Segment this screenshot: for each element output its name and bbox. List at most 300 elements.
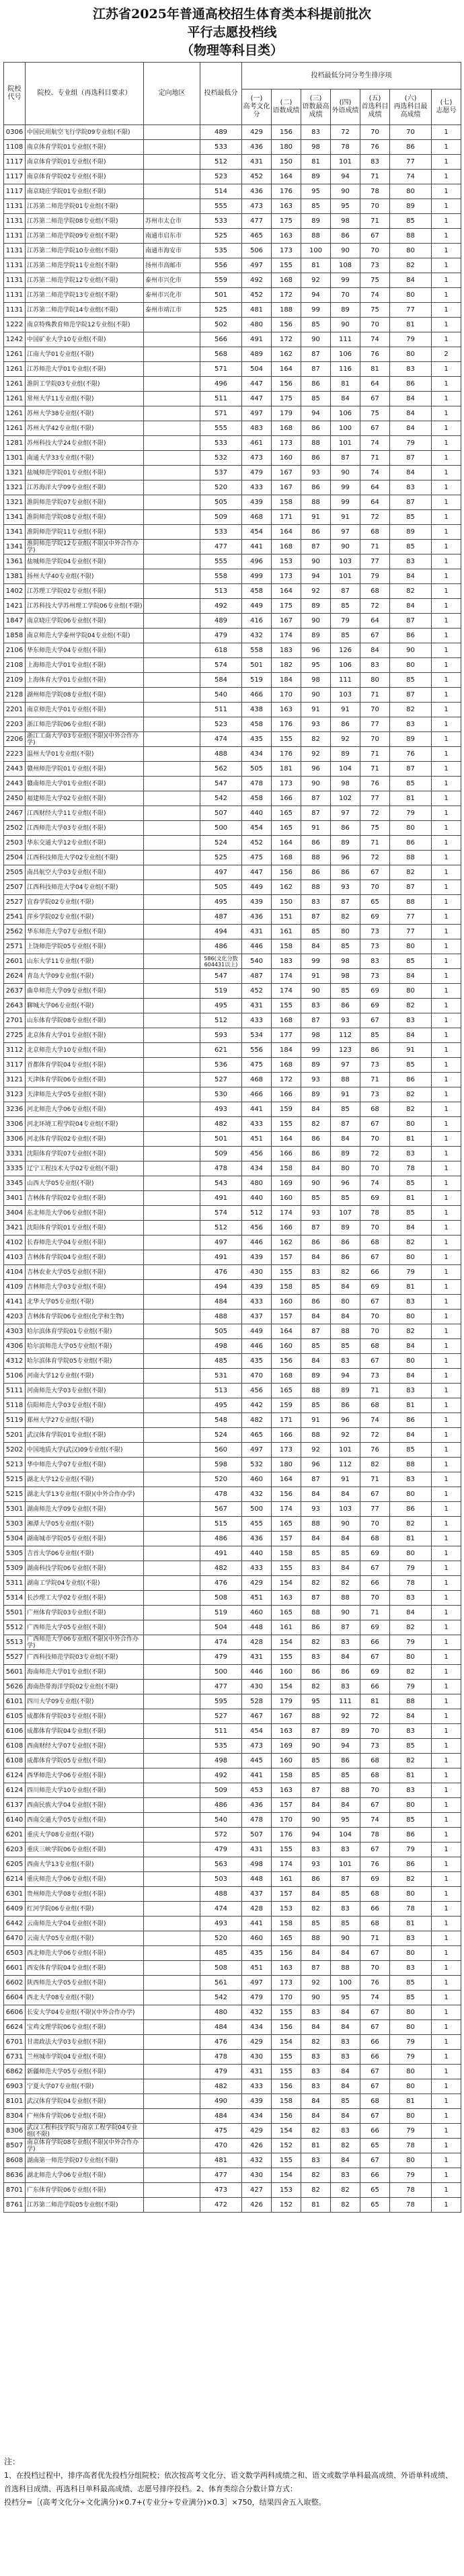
cell-wish-no: 1 — [432, 466, 461, 480]
cell-code: 6108 — [4, 1739, 26, 1754]
cell-top-subject: 87 — [301, 806, 331, 821]
cell-first-subject: 74 — [360, 1176, 390, 1191]
cell-code: 5311 — [4, 1576, 26, 1591]
cell-first-subject: 68 — [360, 584, 390, 599]
cell-name: 上饶师范学院05专业组(不限) — [26, 939, 144, 954]
cell-wish-no: 1 — [432, 2005, 461, 2020]
cell-foreign: 85 — [331, 599, 360, 614]
table-row — [4, 2153, 461, 2168]
cell-score: 511 — [200, 703, 242, 717]
cell-region — [144, 1561, 200, 1576]
cell-second-subject: 82 — [390, 1087, 432, 1102]
cell-first-subject: 71 — [360, 1472, 390, 1487]
cell-first-subject: 66 — [360, 2035, 390, 2050]
cell-wish-no: 1 — [432, 1991, 461, 2005]
cell-code: 6903 — [4, 2079, 26, 2094]
cell-wish-no: 1 — [432, 1102, 461, 1117]
cell-chinese-math: 154 — [272, 1635, 301, 1650]
cell-top-subject: 90 — [301, 614, 331, 629]
cell-name: 江苏第二师范学院09专业组(不限) — [26, 229, 144, 244]
cell-second-subject: 77 — [390, 910, 432, 925]
cell-culture: 458 — [242, 584, 272, 599]
cell-chinese-math: 166 — [272, 1147, 301, 1161]
cell-code: 1131 — [4, 258, 26, 273]
cell-code: 5202 — [4, 1443, 26, 1458]
cell-foreign: 84 — [331, 1946, 360, 1961]
cell-top-subject: 87 — [301, 1472, 331, 1487]
cell-code: 4103 — [4, 1250, 26, 1265]
cell-top-subject: 83 — [301, 1842, 331, 1857]
cell-chinese-math: 164 — [272, 1472, 301, 1487]
table-row — [4, 1221, 461, 1236]
cell-foreign: 87 — [331, 1117, 360, 1132]
table-row — [4, 2005, 461, 2020]
cell-first-subject: 69 — [360, 984, 390, 999]
cell-top-subject: 84 — [301, 2094, 331, 2109]
cell-region — [144, 2198, 200, 2213]
table-row — [4, 451, 461, 466]
cell-foreign: 112 — [331, 1458, 360, 1472]
cell-second-subject: 83 — [390, 554, 432, 569]
table-row — [4, 599, 461, 614]
cell-top-subject: 85 — [301, 199, 331, 214]
table-row — [4, 1546, 461, 1561]
cell-code: 6862 — [4, 2065, 26, 2079]
cell-chinese-math: 174 — [272, 629, 301, 643]
cell-region: 扬州市高邮市 — [144, 258, 200, 273]
table-row — [4, 925, 461, 939]
cell-code: 2128 — [4, 688, 26, 703]
notes-line-1: 1、在投档过程中，排序高者优先投档分组院校；依次按高考文化分、语文数学两科成绩之和、语文或数学单科最高成绩、外语单科成绩、首选科目成绩、再选科目单科最高成绩、志愿号排序投档。2、体育类综合分数计算方式： — [4, 2471, 453, 2493]
cell-score: 525 — [200, 303, 242, 318]
cell-region — [144, 2094, 200, 2109]
cell-second-subject: 80 — [390, 1546, 432, 1561]
cell-culture: 452 — [242, 170, 272, 184]
table-row — [4, 569, 461, 584]
cell-first-subject: 70 — [360, 1132, 390, 1147]
cell-code: 1281 — [4, 436, 26, 451]
cell-culture: 446 — [242, 1665, 272, 1680]
cell-second-subject: 79 — [390, 436, 432, 451]
cell-name: 西南民族大学04专业组(不限) — [26, 1798, 144, 1813]
table-row — [4, 954, 461, 969]
cell-wish-no: 1 — [432, 362, 461, 377]
cell-chinese-math: 154 — [272, 2124, 301, 2139]
table-row — [4, 1324, 461, 1339]
cell-chinese-math: 150 — [272, 895, 301, 910]
cell-region — [144, 332, 200, 347]
cell-first-subject: 78 — [360, 1206, 390, 1221]
cell-name: 江苏科技大学苏州理工学院06专业组(不限) — [26, 599, 144, 614]
table-row — [4, 214, 461, 229]
cell-foreign: 90 — [331, 184, 360, 199]
cell-wish-no: 1 — [432, 1443, 461, 1458]
cell-name: 哈尔滨师范大学05专业组(不限) — [26, 1339, 144, 1354]
cell-region — [144, 125, 200, 140]
table-row — [4, 2094, 461, 2109]
cell-name: 南京体育学院01专业组(不限) — [26, 140, 144, 155]
cell-culture: 439 — [242, 895, 272, 910]
cell-top-subject: 82 — [301, 1117, 331, 1132]
cell-name: 江苏第二师范学院05专业组(不限) — [26, 2198, 144, 2213]
cell-second-subject: 83 — [390, 1147, 432, 1161]
cell-second-subject: 80 — [390, 2065, 432, 2079]
cell-code: 8636 — [4, 2168, 26, 2183]
cell-chinese-math: 176 — [272, 747, 301, 762]
cell-region — [144, 495, 200, 510]
cell-top-subject: 87 — [301, 1221, 331, 1236]
table-row — [4, 1709, 461, 1724]
cell-foreign: 91 — [331, 1472, 360, 1487]
cell-top-subject: 92 — [301, 1443, 331, 1458]
cell-wish-no: 1 — [432, 880, 461, 895]
cell-second-subject: 85 — [390, 510, 432, 525]
table-row — [4, 2079, 461, 2094]
cell-foreign: 82 — [331, 1265, 360, 1280]
cell-first-subject: 68 — [360, 1768, 390, 1783]
cell-top-subject: 88 — [301, 1931, 331, 1946]
cell-foreign: 84 — [331, 1310, 360, 1324]
cell-chinese-math: 173 — [272, 569, 301, 584]
cell-region — [144, 1161, 200, 1176]
cell-score: 512 — [200, 1221, 242, 1236]
cell-chinese-math: 176 — [272, 717, 301, 732]
cell-first-subject: 76 — [360, 1857, 390, 1872]
cell-score: 572 — [200, 1828, 242, 1842]
cell-top-subject: 95 — [301, 184, 331, 199]
cell-second-subject: 82 — [390, 1754, 432, 1768]
table-row — [4, 851, 461, 865]
footnotes — [4, 2455, 459, 2509]
cell-chinese-math: 158 — [272, 1280, 301, 1295]
cell-top-subject: 84 — [301, 1161, 331, 1176]
cell-culture: 497 — [242, 1976, 272, 1991]
table-row — [4, 1620, 461, 1635]
cell-culture: 440 — [242, 1546, 272, 1561]
cell-region — [144, 1857, 200, 1872]
cell-score: 487 — [200, 910, 242, 925]
cell-top-subject: 88 — [301, 880, 331, 895]
cell-chinese-math: 168 — [272, 421, 301, 436]
cell-name: 天津师范大学05专业组(不限) — [26, 1087, 144, 1102]
table-row — [4, 1028, 461, 1043]
cell-culture: 434 — [242, 2020, 272, 2035]
cell-first-subject: 77 — [360, 717, 390, 732]
cell-chinese-math: 164 — [272, 1324, 301, 1339]
cell-top-subject: 88 — [301, 436, 331, 451]
cell-chinese-math: 163 — [272, 703, 301, 717]
cell-name: 河北师范大学06专业组(不限) — [26, 1102, 144, 1117]
cell-score: 482 — [200, 2079, 242, 2094]
cell-chinese-math: 155 — [272, 1117, 301, 1132]
cell-region — [144, 1147, 200, 1161]
table-row — [4, 258, 461, 273]
cell-wish-no: 1 — [432, 1280, 461, 1295]
cell-code: 5215 — [4, 1472, 26, 1487]
cell-wish-no: 1 — [432, 451, 461, 466]
table-row — [4, 1783, 461, 1798]
cell-name: 成都体育学院04专业组(不限) — [26, 1724, 144, 1739]
cell-wish-no: 1 — [432, 1857, 461, 1872]
cell-name: 南京晓庄学院06专业组(不限) — [26, 614, 144, 629]
cell-first-subject: 66 — [360, 1680, 390, 1694]
cell-wish-no: 1 — [432, 984, 461, 999]
cell-foreign: 95 — [331, 199, 360, 214]
cell-first-subject: 83 — [360, 155, 390, 170]
cell-first-subject: 67 — [360, 1117, 390, 1132]
cell-name: 江苏海洋大学09专业组(不限) — [26, 480, 144, 495]
cell-second-subject: 80 — [390, 1117, 432, 1132]
cell-name: 中国民用航空飞行学院09专业组(不限) — [26, 125, 144, 140]
cell-second-subject: 77 — [390, 925, 432, 939]
cell-wish-no: 1 — [432, 658, 461, 673]
cell-code: 4102 — [4, 1236, 26, 1250]
cell-chinese-math: 176 — [272, 1828, 301, 1842]
cell-top-subject: 86 — [301, 1620, 331, 1635]
cell-chinese-math: 188 — [272, 303, 301, 318]
cell-second-subject: 79 — [390, 2050, 432, 2065]
cell-name: 湖北大学12专业组(不限) — [26, 1472, 144, 1487]
cell-score: 527 — [200, 1073, 242, 1087]
cell-wish-no: 1 — [432, 954, 461, 969]
cell-first-subject: 72 — [360, 806, 390, 821]
cell-culture: 456 — [242, 1221, 272, 1236]
cell-culture: 556 — [242, 1043, 272, 1058]
cell-second-subject: 70 — [390, 125, 432, 140]
table-row — [4, 1798, 461, 1813]
cell-region — [144, 1028, 200, 1043]
cell-foreign: 88 — [331, 1324, 360, 1339]
cell-culture: 446 — [242, 939, 272, 954]
table-row — [4, 2198, 461, 2213]
cell-region — [144, 836, 200, 851]
cell-region — [144, 1665, 200, 1680]
cell-region — [144, 1724, 200, 1739]
cell-code: 2571 — [4, 939, 26, 954]
cell-code: 8306 — [4, 2124, 26, 2139]
cell-region — [144, 703, 200, 717]
cell-score: 477 — [200, 1680, 242, 1694]
cell-second-subject: 79 — [390, 1680, 432, 1694]
cell-region — [144, 791, 200, 806]
cell-score: 533 — [200, 436, 242, 451]
cell-foreign: 80 — [331, 1161, 360, 1176]
cell-second-subject: 81 — [390, 1768, 432, 1783]
cell-top-subject: 86 — [301, 421, 331, 436]
cell-region — [144, 1887, 200, 1902]
cell-foreign: 106 — [331, 658, 360, 673]
cell-culture: 447 — [242, 392, 272, 406]
cell-wish-no: 1 — [432, 184, 461, 199]
cell-foreign: 108 — [331, 258, 360, 273]
cell-foreign: 81 — [331, 377, 360, 392]
cell-name: 哈尔滨体育学院01专业组(不限) — [26, 1324, 144, 1339]
cell-chinese-math: 168 — [272, 1013, 301, 1028]
cell-region — [144, 2183, 200, 2198]
cell-top-subject: 93 — [301, 466, 331, 480]
cell-wish-no: 1 — [432, 1902, 461, 1917]
cell-second-subject: 79 — [390, 1635, 432, 1650]
cell-code: 6101 — [4, 1694, 26, 1709]
cell-culture: 436 — [242, 140, 272, 155]
cell-score: 562 — [200, 762, 242, 777]
cell-top-subject: 86 — [301, 1872, 331, 1887]
cell-top-subject: 91 — [301, 510, 331, 525]
cell-second-subject: 78 — [390, 2139, 432, 2153]
admission-score-table — [3, 62, 461, 2213]
cell-name: 赣州师范学院01专业组(不限) — [26, 762, 144, 777]
cell-culture: 475 — [242, 1058, 272, 1073]
table-row — [4, 1961, 461, 1976]
cell-wish-no: 1 — [432, 1502, 461, 1517]
table-row — [4, 999, 461, 1013]
cell-culture: 428 — [242, 1635, 272, 1650]
cell-code: 5512 — [4, 1620, 26, 1635]
cell-second-subject: 86 — [390, 140, 432, 155]
cell-foreign: 100 — [331, 1976, 360, 1991]
table-row — [4, 2035, 461, 2050]
cell-wish-no: 1 — [432, 1709, 461, 1724]
table-row — [4, 865, 461, 880]
cell-culture: 447 — [242, 377, 272, 392]
cell-region — [144, 717, 200, 732]
cell-second-subject: 80 — [390, 1310, 432, 1324]
table-row — [4, 1754, 461, 1768]
table-row — [4, 806, 461, 821]
cell-code: 1131 — [4, 229, 26, 244]
table-row — [4, 1946, 461, 1961]
cell-region — [144, 954, 200, 969]
cell-score: 555 — [200, 421, 242, 436]
cell-culture: 452 — [242, 288, 272, 303]
cell-second-subject: 82 — [390, 258, 432, 273]
cell-wish-no: 1 — [432, 332, 461, 347]
cell-name: 吉林体育学院06专业组(化学和生物) — [26, 1310, 144, 1324]
cell-wish-no: 1 — [432, 732, 461, 747]
table-row — [4, 436, 461, 451]
cell-foreign: 80 — [331, 1295, 360, 1310]
cell-foreign: 111 — [331, 673, 360, 688]
cell-wish-no: 1 — [432, 199, 461, 214]
cell-score: 519 — [200, 984, 242, 999]
cell-foreign: 90 — [331, 1606, 360, 1620]
cell-name: 湖北大学13专业组(不限)(中外合作办学) — [26, 1487, 144, 1502]
cell-score: 542 — [200, 1991, 242, 2005]
cell-region — [144, 377, 200, 392]
cell-name: 宜春学院02专业组(不限) — [26, 895, 144, 910]
cell-wish-no: 1 — [432, 2139, 461, 2153]
cell-second-subject: 79 — [390, 2035, 432, 2050]
cell-score: 513 — [200, 1384, 242, 1398]
table-row — [4, 1132, 461, 1147]
cell-second-subject: 87 — [390, 688, 432, 703]
cell-name: 山东体育学院08专业组(不限) — [26, 1013, 144, 1028]
cell-region — [144, 2109, 200, 2124]
cell-wish-no: 1 — [432, 1132, 461, 1147]
cell-first-subject: 73 — [360, 258, 390, 273]
cell-first-subject: 69 — [360, 910, 390, 925]
cell-name: 江苏第二师范学院10专业组(不限) — [26, 244, 144, 258]
cell-chinese-math: 160 — [272, 1665, 301, 1680]
table-row — [4, 1161, 461, 1176]
cell-chinese-math: 166 — [272, 1428, 301, 1443]
cell-score: 482 — [200, 1117, 242, 1132]
table-row — [4, 1768, 461, 1783]
cell-chinese-math: 162 — [272, 880, 301, 895]
cell-foreign: 86 — [331, 1236, 360, 1250]
cell-name: 盐城师范学院01专业组(不限) — [26, 466, 144, 480]
cell-first-subject: 67 — [360, 2153, 390, 2168]
cell-region — [144, 584, 200, 599]
cell-score: 536 — [200, 1058, 242, 1073]
cell-top-subject: 81 — [301, 2139, 331, 2153]
table-row — [4, 2050, 461, 2065]
cell-foreign: 89 — [331, 1384, 360, 1398]
cell-culture: 456 — [242, 1384, 272, 1398]
cell-top-subject: 89 — [301, 1369, 331, 1384]
cell-top-subject: 90 — [301, 688, 331, 703]
cell-second-subject: 80 — [390, 1487, 432, 1502]
cell-code: 2725 — [4, 1028, 26, 1043]
cell-region — [144, 732, 200, 747]
cell-name: 西南大学13专业组(不限) — [26, 1857, 144, 1872]
cell-code: 6602 — [4, 1976, 26, 1991]
cell-code: 2450 — [4, 791, 26, 806]
cell-top-subject: 84 — [301, 1310, 331, 1324]
cell-score: 501 — [200, 1132, 242, 1147]
cell-score: 584 — [200, 673, 242, 688]
cell-second-subject: 80 — [390, 2020, 432, 2035]
cell-score: 586(文化分数604431以上) — [200, 954, 242, 969]
cell-first-subject: 67 — [360, 1946, 390, 1961]
header-group: 投档最低分同分考生排序项 — [242, 63, 461, 90]
cell-region — [144, 1295, 200, 1310]
cell-first-subject: 68 — [360, 1236, 390, 1250]
cell-foreign: 96 — [331, 851, 360, 865]
cell-score: 555 — [200, 554, 242, 569]
cell-culture: 480 — [242, 1176, 272, 1191]
cell-score: 492 — [200, 1768, 242, 1783]
table-row — [4, 629, 461, 643]
cell-region — [144, 525, 200, 540]
cell-second-subject: 84 — [390, 1028, 432, 1043]
cell-score: 478 — [200, 1161, 242, 1176]
cell-second-subject: 84 — [390, 466, 432, 480]
table-row — [4, 1606, 461, 1620]
cell-top-subject: 89 — [301, 170, 331, 184]
cell-first-subject: 64 — [360, 377, 390, 392]
cell-second-subject: 77 — [390, 155, 432, 170]
cell-culture: 430 — [242, 2050, 272, 2065]
cell-name: 江西科技师范大学04专业组(不限) — [26, 880, 144, 895]
cell-second-subject: 82 — [390, 1236, 432, 1250]
cell-first-subject: 75 — [360, 821, 390, 836]
cell-first-subject: 71 — [360, 836, 390, 851]
cell-code: 3421 — [4, 1221, 26, 1236]
cell-first-subject: 72 — [360, 510, 390, 525]
cell-chinese-math: 173 — [272, 1976, 301, 1991]
cell-name: 吉林师范大学03专业组(不限) — [26, 1280, 144, 1295]
table-row — [4, 377, 461, 392]
cell-wish-no: 1 — [432, 643, 461, 658]
cell-code: 5303 — [4, 1517, 26, 1532]
cell-second-subject: 85 — [390, 1058, 432, 1073]
cell-top-subject: 85 — [301, 392, 331, 406]
cell-culture: 440 — [242, 1191, 272, 1206]
cell-first-subject: 70 — [360, 318, 390, 332]
cell-chinese-math: 152 — [272, 2139, 301, 2153]
cell-region — [144, 392, 200, 406]
